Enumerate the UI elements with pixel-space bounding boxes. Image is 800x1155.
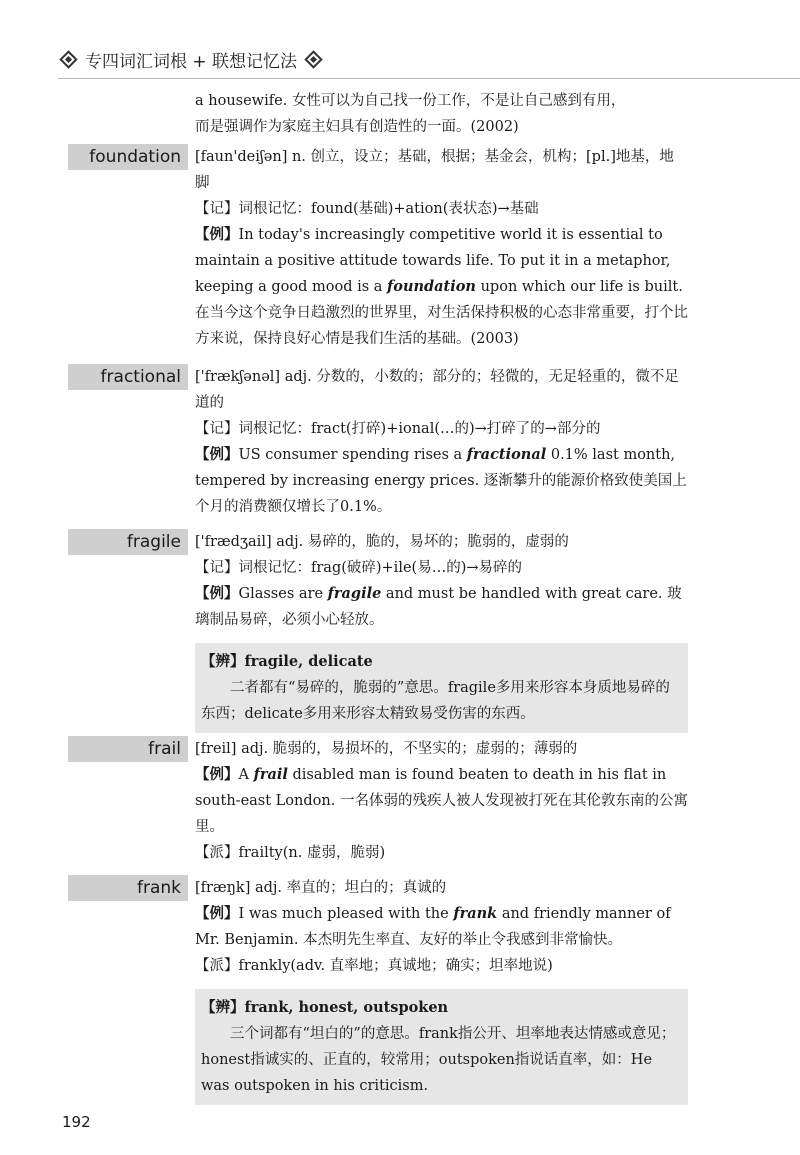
- example: [195, 901, 688, 953]
- entry-frank: [68, 875, 688, 1105]
- example-text: and friendly manner of Mr. Benjamin. 本杰明先生率直、友好的举止令我感到非常愉快。: [195, 906, 671, 948]
- memo: 【记】词根记忆：found(基础)+ation(表状态)→基础: [195, 201, 539, 217]
- example-text: A: [238, 767, 254, 783]
- usage-note-title: 【辨】frank, honest, outspoken: [201, 999, 449, 1016]
- definition: [freil] adj. 脆弱的，易损坏的，不坚实的；虚弱的；薄弱的: [195, 741, 578, 757]
- entry-foundation: [68, 144, 688, 352]
- example-keyword: fractional: [466, 446, 547, 463]
- headword: frank: [68, 875, 188, 901]
- headword: fragile: [68, 529, 188, 555]
- page-number: 192: [62, 1113, 91, 1131]
- definition: [fræŋk] adj. 率直的；坦白的；真诚的: [195, 880, 447, 896]
- example: [195, 581, 688, 633]
- example-text: upon which our life is built. 在当今这个竞争日趋激烈的世界里，对生活保持积极的心态非常重要，打个比方来说，保持良好心情是我们生活的基础。(2003): [195, 279, 688, 347]
- example: [195, 442, 688, 520]
- diamond-icon: [304, 50, 322, 68]
- example-text: In today's increasingly competitive world it is essential to maintain a positive attitude towards life. To put it in a metaphor, keeping a good mood is a: [195, 227, 671, 295]
- usage-note-text: 二者都有“易碎的，脆弱的”意思。fragile多用来形容本身质地易碎的东西；delicate多用来形容太精致易受伤害的东西。: [201, 680, 670, 722]
- example-label: 【例】: [195, 766, 239, 783]
- headword: frail: [68, 736, 188, 762]
- example-text: 0.1% last month, tempered by increasing energy prices. 逐渐攀升的能源价格致使美国上个月的消费额仅增长了0.1%。: [195, 447, 687, 515]
- derivative: 【派】frankly(adv. 直率地；真诚地；确实；坦率地说): [195, 958, 553, 974]
- example-text: disabled man is found beaten to death in his flat in south-east London. 一名体弱的残疾人被人发现被打死在其伦敦东南的公寓里。: [195, 767, 688, 835]
- definition: [faun'deiʃən] n. 创立，设立；基础，根据；基金会，机构；[pl.]地基，地脚: [195, 149, 674, 191]
- header-title: 专四词汇词根 + 联想记忆法: [85, 51, 298, 72]
- usage-note-title: 【辨】fragile, delicate: [201, 653, 373, 670]
- memo: 【记】词根记忆：frag(破碎)+ile(易…的)→易碎的: [195, 560, 523, 576]
- example-label: 【例】: [195, 226, 239, 243]
- example: [195, 762, 688, 840]
- example-label: 【例】: [195, 905, 239, 922]
- intro-line: 而是强调作为家庭主妇具有创造性的一面。(2002): [195, 119, 519, 135]
- example-text: and must be handled with great care. 玻璃制品易碎，必须小心轻放。: [195, 586, 682, 628]
- definition: ['frækʃənəl] adj. 分数的，小数的；部分的；轻微的，无足轻重的，微不足道的: [195, 369, 679, 411]
- example: [195, 222, 688, 352]
- example-label: 【例】: [195, 446, 239, 463]
- headword: foundation: [68, 144, 188, 170]
- intro-line: a housewife. 女性可以为自己找一份工作，不是让自己感到有用，: [195, 93, 626, 109]
- entry-fractional: [68, 364, 688, 520]
- example-text: Glasses are: [238, 586, 328, 602]
- intro-text: [195, 88, 687, 140]
- example-keyword: frank: [453, 905, 498, 922]
- entry-fragile: [68, 529, 688, 733]
- page-header: [58, 44, 324, 74]
- entry-frail: [68, 736, 688, 866]
- example-keyword: foundation: [387, 278, 476, 295]
- headword: fractional: [68, 364, 188, 390]
- usage-note-text: 三个词都有“坦白的”的意思。frank指公开、坦率地表达情感或意见；honest指诚实的、正直的，较常用；outspoken指说话直率，如：He was outspoken in his criticism.: [201, 1026, 676, 1094]
- example-keyword: fragile: [327, 585, 382, 602]
- diamond-icon: [59, 50, 77, 68]
- usage-note-box: [195, 989, 688, 1105]
- example-text: I was much pleased with the: [238, 906, 454, 922]
- example-text: US consumer spending rises a: [238, 447, 467, 463]
- memo: 【记】词根记忆：fract(打碎)+ional(…的)→打碎了的→部分的: [195, 421, 601, 437]
- example-keyword: frail: [253, 766, 288, 783]
- definition: ['frædʒail] adj. 易碎的，脆的，易坏的；脆弱的，虚弱的: [195, 534, 569, 550]
- derivative: 【派】frailty(n. 虚弱，脆弱): [195, 845, 386, 861]
- header-divider: [58, 78, 800, 79]
- usage-note-box: [195, 643, 688, 733]
- example-label: 【例】: [195, 585, 239, 602]
